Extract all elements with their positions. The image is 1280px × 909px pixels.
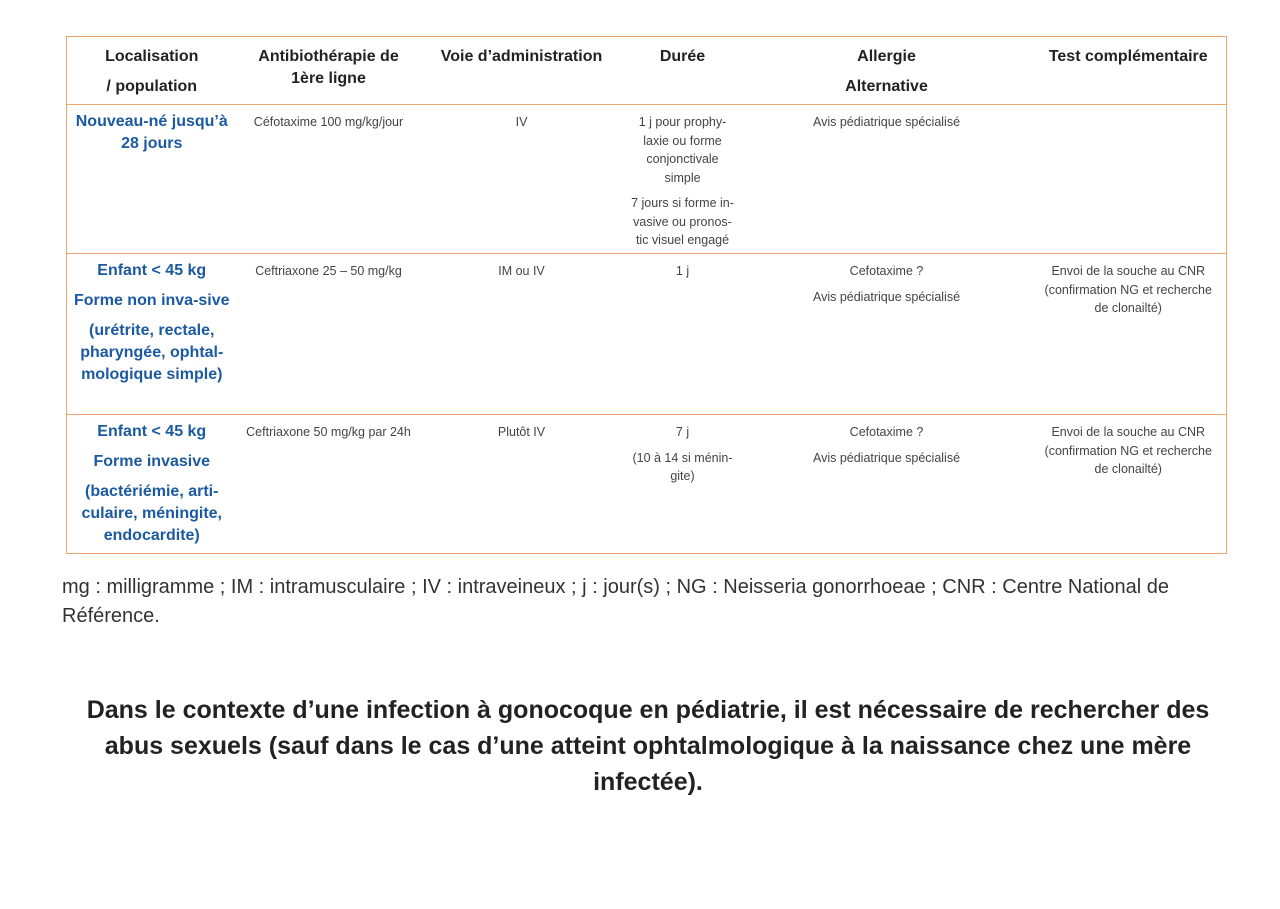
cell-allergy: Cefotaxime ? Avis pédiatrique spécialisé [812,264,961,304]
header-allergie: Allergie Alternative [845,48,928,95]
cell-route: IV [515,115,528,129]
cell-antibiotic: Ceftriaxone 25 – 50 mg/kg [255,264,402,278]
treatment-table [66,36,1227,554]
cell-duration: 7 j (10 à 14 si ménin-gite) [632,425,733,483]
abbreviations-legend: mg : milligramme ; IM : intramusculaire ; IV : intraveineux ; j : jour(s) ; NG : Neisseria gonorrhoeae ; CNR : Centre National de Référence. [62,576,1170,627]
table-header-row [67,37,1227,105]
header-test: Test complémentaire [1048,48,1208,65]
header-duree: Durée [659,48,706,65]
important-notice: Dans le contexte d’une infection à gonocoque en pédiatrie, il est nécessaire de rechercher des abus sexuels (sauf dans le cas d’une atteint ophtalmologique à la naissance chez une mère infectée). [86,696,1210,796]
cell-duration: 1 j pour prophy-laxie ou forme conjonctivale simple 7 jours si forme in-vasive ou pronos-tic visuel engagé [631,115,734,247]
cell-population: Enfant < 45 kg Forme invasive (bactériémie, arti-culaire, méningite, endocardite) [81,423,222,544]
table-row [67,254,1227,415]
cell-test [1031,105,1227,254]
cell-antibiotic: Céfotaxime 100 mg/kg/jour [253,115,404,129]
cell-population: Enfant < 45 kg Forme non inva-sive (urétrite, rectale, pharyngée, ophtal-mologique simple) [73,262,230,383]
cell-test: Envoi de la souche au CNR (confirmation NG et recherche de clonailté) [1044,264,1212,315]
table-row [67,105,1227,254]
cell-test: Envoi de la souche au CNR (confirmation NG et recherche de clonailté) [1044,425,1212,476]
header-voie: Voie d’administration [440,48,603,65]
cell-population: Nouveau-né jusqu’à 28 jours [75,113,228,152]
table-row [67,415,1227,554]
cell-route: Plutôt IV [497,425,546,439]
header-localisation: Localisation / population [105,48,199,95]
cell-duration: 1 j [675,264,690,278]
cell-antibiotic: Ceftriaxone 50 mg/kg par 24h [246,425,411,439]
cell-allergy: Cefotaxime ? Avis pédiatrique spécialisé [812,425,961,465]
header-antibiotherapie: Antibiothérapie de 1ère ligne [258,48,399,87]
cell-route: IM ou IV [498,264,545,278]
cell-allergy: Avis pédiatrique spécialisé [812,115,961,129]
